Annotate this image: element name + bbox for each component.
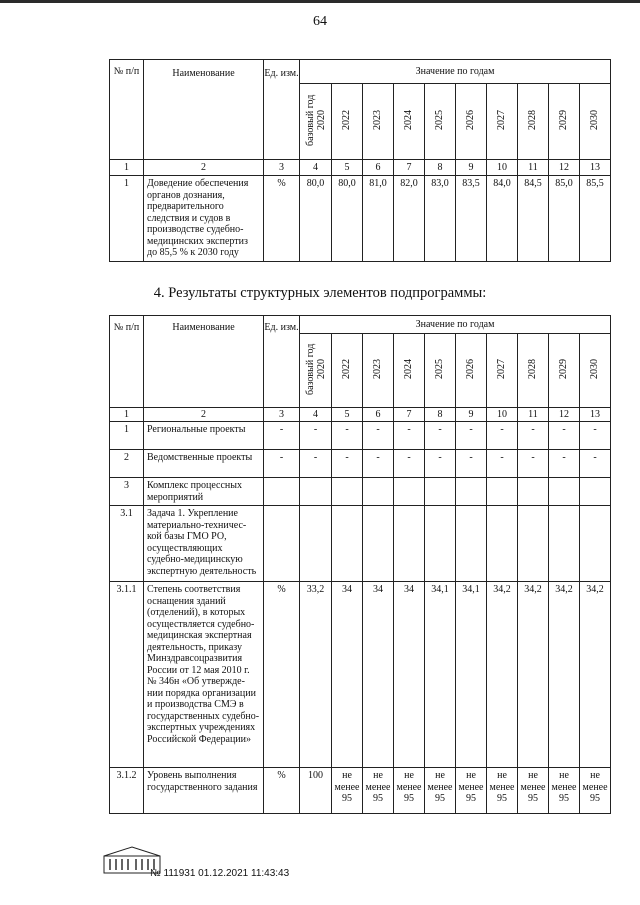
column-index-1: 2 bbox=[144, 408, 264, 422]
header-unit: Ед. изм. bbox=[264, 316, 300, 408]
column-index-9: 10 bbox=[487, 408, 518, 422]
indicator-table bbox=[109, 59, 611, 262]
section-heading: 4. Результаты структурных элементов подпрограммы: bbox=[153, 285, 487, 301]
row-value: не менее 95 bbox=[332, 768, 363, 814]
row-name: Комплекс процессных мероприятий bbox=[144, 478, 264, 506]
row-value: 84,0 bbox=[487, 176, 518, 262]
column-index-6: 7 bbox=[394, 408, 425, 422]
row-unit: % bbox=[264, 176, 300, 262]
row-value: 84,5 bbox=[518, 176, 549, 262]
row-value: не менее 95 bbox=[518, 768, 549, 814]
row-value: 80,0 bbox=[300, 176, 332, 262]
column-index-5: 6 bbox=[363, 408, 394, 422]
column-index-12: 13 bbox=[580, 408, 611, 422]
column-index-12: 13 bbox=[580, 160, 611, 176]
year-header-7: 2028 bbox=[518, 84, 549, 160]
row-value bbox=[456, 506, 487, 582]
year-header-6: 2027 bbox=[487, 84, 518, 160]
row-value: 85,0 bbox=[549, 176, 580, 262]
row-value: 82,0 bbox=[394, 176, 425, 262]
row-value: - bbox=[456, 422, 487, 450]
column-index-0: 1 bbox=[110, 408, 144, 422]
year-header-8: 2029 bbox=[549, 84, 580, 160]
table-row bbox=[110, 582, 611, 768]
row-value: 34,2 bbox=[549, 582, 580, 768]
row-value: - bbox=[332, 422, 363, 450]
year-header-5: 2026 bbox=[456, 334, 487, 408]
row-value bbox=[425, 478, 456, 506]
column-index-8: 9 bbox=[456, 408, 487, 422]
row-value bbox=[518, 478, 549, 506]
row-unit: % bbox=[264, 768, 300, 814]
year-header-2: 2023 bbox=[363, 84, 394, 160]
row-value: - bbox=[394, 450, 425, 478]
year-header-8: 2029 bbox=[549, 334, 580, 408]
row-value: не менее 95 bbox=[549, 768, 580, 814]
header-values: Значение по годам bbox=[300, 316, 611, 334]
row-num: 2 bbox=[110, 450, 144, 478]
row-unit: - bbox=[264, 422, 300, 450]
row-name: Степень соответствия оснащения зданий (отделений), в которых осуществляется судебно-медицинская экспертная деятельность, приказу Минздравсоцразвития России от 12 мая 2010 г. № 346н «Об утвержде-нии порядка организации и производства СМЭ в государственных судебно-экспертных учреждениях Российской Федерации» bbox=[144, 582, 264, 768]
row-value: - bbox=[580, 450, 611, 478]
row-value bbox=[549, 478, 580, 506]
row-value: - bbox=[363, 422, 394, 450]
top-border-line bbox=[0, 0, 640, 3]
row-value bbox=[332, 478, 363, 506]
column-index-2: 3 bbox=[264, 160, 300, 176]
column-index-3: 4 bbox=[300, 408, 332, 422]
column-index-10: 11 bbox=[518, 160, 549, 176]
header-name: Наименование bbox=[144, 60, 264, 160]
year-header-9: 2030 bbox=[580, 84, 611, 160]
row-value bbox=[394, 506, 425, 582]
row-unit bbox=[264, 506, 300, 582]
row-num: 3 bbox=[110, 478, 144, 506]
column-index-6: 7 bbox=[394, 160, 425, 176]
column-index-4: 5 bbox=[332, 160, 363, 176]
row-name: Ведомственные проекты bbox=[144, 450, 264, 478]
row-value bbox=[487, 478, 518, 506]
row-num: 3.1 bbox=[110, 506, 144, 582]
document-stamp: № 111931 01.12.2021 11:43:43 bbox=[150, 868, 290, 879]
row-value: 34,1 bbox=[425, 582, 456, 768]
column-index-1: 2 bbox=[144, 160, 264, 176]
year-header-6: 2027 bbox=[487, 334, 518, 408]
results-table bbox=[109, 315, 611, 814]
row-value: 80,0 bbox=[332, 176, 363, 262]
year-header-1: 2022 bbox=[332, 334, 363, 408]
row-value: 34,2 bbox=[487, 582, 518, 768]
row-name: Региональные проекты bbox=[144, 422, 264, 450]
row-value bbox=[580, 506, 611, 582]
header-num: № п/п bbox=[110, 60, 144, 160]
row-value: - bbox=[425, 450, 456, 478]
row-value: - bbox=[456, 450, 487, 478]
row-value: - bbox=[549, 422, 580, 450]
row-value: не менее 95 bbox=[425, 768, 456, 814]
row-value: не менее 95 bbox=[394, 768, 425, 814]
row-value: 100 bbox=[300, 768, 332, 814]
row-value: не менее 95 bbox=[363, 768, 394, 814]
row-value bbox=[425, 506, 456, 582]
column-index-2: 3 bbox=[264, 408, 300, 422]
year-header-3: 2024 bbox=[394, 84, 425, 160]
row-value bbox=[300, 506, 332, 582]
row-value: 83,5 bbox=[456, 176, 487, 262]
year-header-9: 2030 bbox=[580, 334, 611, 408]
row-value: не менее 95 bbox=[580, 768, 611, 814]
row-value: - bbox=[425, 422, 456, 450]
column-index-10: 11 bbox=[518, 408, 549, 422]
row-value: - bbox=[487, 450, 518, 478]
column-index-7: 8 bbox=[425, 408, 456, 422]
row-value: не менее 95 bbox=[456, 768, 487, 814]
row-value: 34,1 bbox=[456, 582, 487, 768]
row-value bbox=[580, 478, 611, 506]
row-value bbox=[456, 478, 487, 506]
header-name: Наименование bbox=[144, 316, 264, 408]
page-number: 64 bbox=[313, 14, 327, 29]
row-value: 34,2 bbox=[580, 582, 611, 768]
column-index-8: 9 bbox=[456, 160, 487, 176]
row-value: - bbox=[300, 450, 332, 478]
table-row bbox=[110, 768, 611, 814]
header-values: Значение по годам bbox=[300, 60, 611, 84]
header-unit: Ед. изм. bbox=[264, 60, 300, 160]
row-value: - bbox=[363, 450, 394, 478]
row-value: - bbox=[518, 422, 549, 450]
row-num: 3.1.1 bbox=[110, 582, 144, 768]
header-num: № п/п bbox=[110, 316, 144, 408]
year-header-3: 2024 bbox=[394, 334, 425, 408]
table-row bbox=[110, 450, 611, 478]
row-value: 81,0 bbox=[363, 176, 394, 262]
row-value: 34,2 bbox=[518, 582, 549, 768]
column-index-11: 12 bbox=[549, 408, 580, 422]
row-value: 34 bbox=[394, 582, 425, 768]
row-value: 83,0 bbox=[425, 176, 456, 262]
column-index-0: 1 bbox=[110, 160, 144, 176]
row-value: - bbox=[394, 422, 425, 450]
row-value: 34 bbox=[363, 582, 394, 768]
table-row bbox=[110, 478, 611, 506]
row-name: Задача 1. Укрепление материально-техничес-кой базы ГМО РО, осуществляющих судебно-медицинскую экспертную деятельность bbox=[144, 506, 264, 582]
year-header-5: 2026 bbox=[456, 84, 487, 160]
year-header-7: 2028 bbox=[518, 334, 549, 408]
row-value: 33,2 bbox=[300, 582, 332, 768]
row-value bbox=[300, 478, 332, 506]
table-row bbox=[110, 176, 611, 262]
row-value: не менее 95 bbox=[487, 768, 518, 814]
row-value: - bbox=[487, 422, 518, 450]
row-value bbox=[518, 506, 549, 582]
row-value: 34 bbox=[332, 582, 363, 768]
year-header-2: 2023 bbox=[363, 334, 394, 408]
row-name: Уровень выполнения государственного задания bbox=[144, 768, 264, 814]
row-num: 1 bbox=[110, 176, 144, 262]
row-value: - bbox=[549, 450, 580, 478]
row-value bbox=[363, 506, 394, 582]
row-value: - bbox=[580, 422, 611, 450]
table-row bbox=[110, 422, 611, 450]
year-header-4: 2025 bbox=[425, 84, 456, 160]
year-header-0: базовый год 2020 bbox=[300, 334, 332, 408]
column-index-11: 12 bbox=[549, 160, 580, 176]
row-value bbox=[549, 506, 580, 582]
column-index-4: 5 bbox=[332, 408, 363, 422]
column-index-7: 8 bbox=[425, 160, 456, 176]
row-value: - bbox=[332, 450, 363, 478]
row-value: - bbox=[300, 422, 332, 450]
row-value bbox=[394, 478, 425, 506]
column-index-5: 6 bbox=[363, 160, 394, 176]
row-value: 85,5 bbox=[580, 176, 611, 262]
year-header-4: 2025 bbox=[425, 334, 456, 408]
year-header-1: 2022 bbox=[332, 84, 363, 160]
year-header-0: базовый год 2020 bbox=[300, 84, 332, 160]
row-value bbox=[487, 506, 518, 582]
row-name: Доведение обеспечения органов дознания, предварительного следствия и судов в производстве судебно-медицинских экспертиз до 85,5 % к 2030 году bbox=[144, 176, 264, 262]
column-index-3: 4 bbox=[300, 160, 332, 176]
row-num: 1 bbox=[110, 422, 144, 450]
column-index-9: 10 bbox=[487, 160, 518, 176]
row-unit bbox=[264, 478, 300, 506]
row-value bbox=[332, 506, 363, 582]
table-row bbox=[110, 506, 611, 582]
row-value: - bbox=[518, 450, 549, 478]
row-value bbox=[363, 478, 394, 506]
row-num: 3.1.2 bbox=[110, 768, 144, 814]
row-unit: % bbox=[264, 582, 300, 768]
row-unit: - bbox=[264, 450, 300, 478]
